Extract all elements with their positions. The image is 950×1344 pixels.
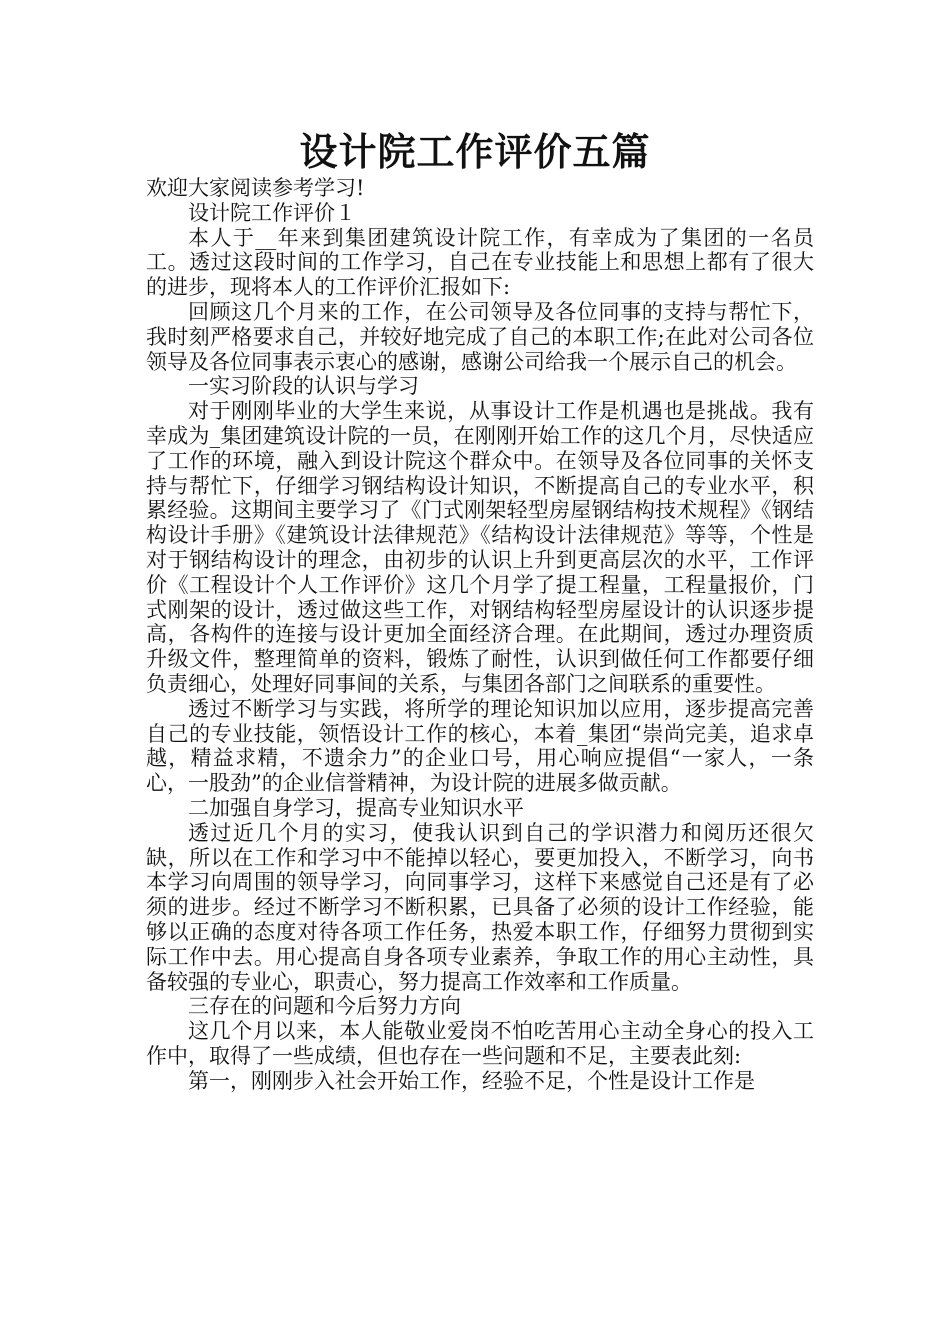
paragraph: 一实习阶段的认识与学习 bbox=[188, 374, 419, 399]
paragraph: 设计院工作评价１ bbox=[188, 200, 356, 225]
paragraph: 透过近几个月的实习，使我认识到自己的学识潜力和阅历还很欠缺，所以在工作和学习中不能掉以轻心，要更加投入，不断学习，向书本学习向周围的领导学习，向同事学习，这样下来感觉自己还是有了必须的进步。经过不断学习不断积累，已具备了必须的设计工作经验，能够以正确的态度对待各项工作任务，热爱本职工作，仔细努力贯彻到实际工作中去。用心提高自身各项专业素养，争取工作的用心主动性，具备较强的专业心，职责心，努力提高工作效率和工作质量。 bbox=[146, 820, 814, 994]
document-body bbox=[146, 176, 814, 1093]
paragraph: 本人于__年来到集团建筑设计院工作，有幸成为了集团的一名员工。透过这段时间的工作学习，自己在专业技能上和思想上都有了很大的进步，现将本人的工作评价汇报如下: bbox=[146, 225, 814, 300]
paragraph: 透过不断学习与实践，将所学的理论知识加以应用，逐步提高完善自己的专业技能，领悟设计工作的核心，本着_集团“崇尚完美，追求卓越，精益求精，不遗余力”的企业口号，用心响应提倡“一家人，一条心，一股劲”的企业信誉精神，为设计院的进展多做贡献。 bbox=[146, 696, 814, 796]
paragraph: 第一，刚刚步入社会开始工作，经验不足，个性是设计工作是 bbox=[188, 1068, 755, 1093]
paragraph: 这几个月以来，本人能敬业爱岗不怕吃苦用心主动全身心的投入工作中，取得了一些成绩，但也存在一些问题和不足，主要表此刻: bbox=[146, 1019, 814, 1068]
paragraph: 欢迎大家阅读参考学习! bbox=[146, 176, 365, 200]
paragraph: 三存在的问题和今后努力方向 bbox=[188, 994, 461, 1019]
document-title: 设计院工作评价五篇 bbox=[299, 129, 651, 174]
paragraph: 对于刚刚毕业的大学生来说，从事设计工作是机遇也是挑战。我有幸成为_集团建筑设计院的一员，在刚刚开始工作的这几个月，尽快适应了工作的环境，融入到设计院这个群众中。在领导及各位同事的关怀支持与帮忙下，仔细学习钢结构设计知识，不断提高自己的专业水平，积累经验。这期间主要学习了《门式刚架轻型房屋钢结构技术规程》《钢结构设计手册》《建筑设计法律规范》《结构设计法律规范》等等，个性是对于钢结构设计的理念，由初步的认识上升到更高层次的水平，工作评价《工程设计个人工作评价》这几个月学了提工程量，工程量报价，门式刚架的设计，透过做这些工作，对钢结构轻型房屋设计的认识逐步提高，各构件的连接与设计更加全面经济合理。在此期间，透过办理资质升级文件，整理简单的资料，锻炼了耐性，认识到做任何工作都要仔细负责细心，处理好同事间的关系，与集团各部门之间联系的重要性。 bbox=[146, 399, 814, 696]
paragraph: 二加强自身学习，提高专业知识水平 bbox=[188, 795, 524, 820]
paragraph: 回顾这几个月来的工作，在公司领导及各位同事的支持与帮忙下，我时刻严格要求自己，并较好地完成了自己的本职工作;在此对公司各位领导及各位同事表示衷心的感谢，感谢公司给我一个展示自己的机会。 bbox=[146, 299, 814, 374]
